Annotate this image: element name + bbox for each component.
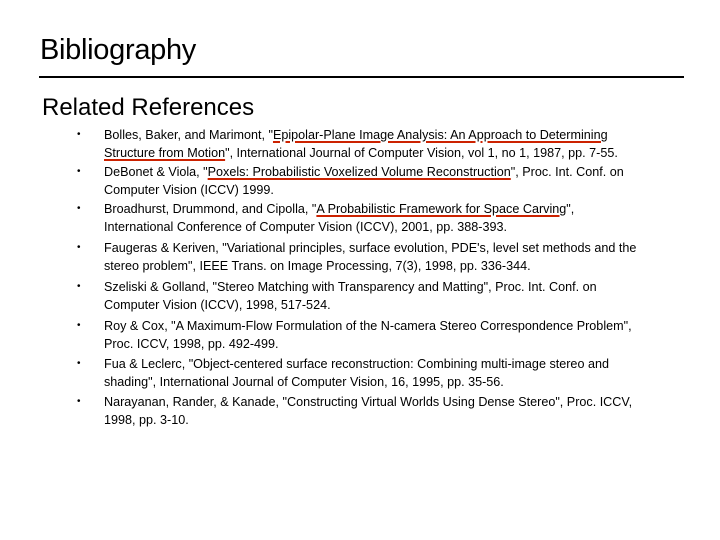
reference-item — [104, 317, 704, 353]
reference-line — [104, 239, 704, 257]
reference-text: ", — [566, 202, 575, 216]
reference-text: ", International Journal of Computer Vision, vol 1, no 1, 1987, pp. 7-55. — [225, 146, 618, 160]
bullet-icon: • — [77, 396, 81, 407]
reference-text: ", Proc. Int. Conf. on — [510, 165, 624, 179]
reference-item — [104, 239, 704, 275]
reference-line — [104, 144, 704, 162]
reference-line — [104, 278, 704, 296]
bullet-icon: • — [77, 242, 81, 253]
reference-text: Computer Vision (ICCV), 1998, 517-524. — [104, 298, 331, 312]
reference-item — [104, 355, 704, 391]
bullet-icon: • — [77, 358, 81, 369]
reference-text: Computer Vision (ICCV) 1999. — [104, 183, 274, 197]
reference-text: Fua & Leclerc, "Object-centered surface reconstruction: Combining multi-image stereo and — [104, 357, 609, 371]
reference-line — [104, 355, 704, 373]
reference-text: shading", International Journal of Computer Vision, 16, 1995, pp. 35-56. — [104, 375, 504, 389]
reference-line — [104, 335, 704, 353]
reference-text: Faugeras & Keriven, "Variational principles, surface evolution, PDE's, level set methods and the — [104, 241, 637, 255]
bullet-icon: • — [77, 281, 81, 292]
reference-line — [104, 257, 704, 275]
reference-line — [104, 393, 704, 411]
reference-text: 1998, pp. 3-10. — [104, 413, 189, 427]
reference-item — [104, 393, 704, 429]
reference-line — [104, 296, 704, 314]
reference-text: DeBonet & Viola, " — [104, 165, 208, 179]
reference-line — [104, 317, 704, 335]
reference-line — [104, 163, 704, 181]
reference-line — [104, 218, 704, 236]
reference-text: Bolles, Baker, and Marimont, " — [104, 128, 273, 142]
reference-line — [104, 373, 704, 391]
page-title: Bibliography — [40, 34, 196, 66]
reference-text: stereo problem", IEEE Trans. on Image Processing, 7(3), 1998, pp. 336-344. — [104, 259, 531, 273]
section-heading: Related References — [42, 94, 255, 121]
reference-text: Proc. ICCV, 1998, pp. 492-499. — [104, 337, 279, 351]
reference-item — [104, 126, 704, 162]
reference-link[interactable]: Epipolar-Plane Image Analysis: An Approach to Determining — [272, 128, 608, 142]
reference-link[interactable]: Poxels: Probabilistic Voxelized Volume Reconstruction — [207, 165, 511, 179]
reference-item — [104, 200, 704, 236]
reference-line — [104, 126, 704, 144]
reference-text: Roy & Cox, "A Maximum-Flow Formulation of the N-camera Stereo Correspondence Problem", — [104, 319, 632, 333]
bullet-icon: • — [77, 203, 81, 214]
reference-item — [104, 163, 704, 199]
reference-line — [104, 200, 704, 218]
reference-line — [104, 181, 704, 199]
reference-text: Broadhurst, Drummond, and Cipolla, " — [104, 202, 317, 216]
reference-text: International Conference of Computer Vision (ICCV), 2001, pp. 388-393. — [104, 220, 507, 234]
reference-link[interactable]: A Probabilistic Framework for Space Carving — [316, 202, 567, 216]
reference-link[interactable]: Structure from Motion — [104, 146, 226, 160]
reference-text: Narayanan, Rander, & Kanade, "Constructing Virtual Worlds Using Dense Stereo", Proc. ICCV, — [104, 395, 633, 409]
bullet-icon: • — [77, 129, 81, 140]
bullet-icon: • — [77, 166, 81, 177]
reference-item — [104, 278, 704, 314]
reference-line — [104, 411, 704, 429]
reference-text: Szeliski & Golland, "Stereo Matching with Transparency and Matting", Proc. Int. Conf. on — [104, 280, 597, 294]
bullet-icon: • — [77, 320, 81, 331]
